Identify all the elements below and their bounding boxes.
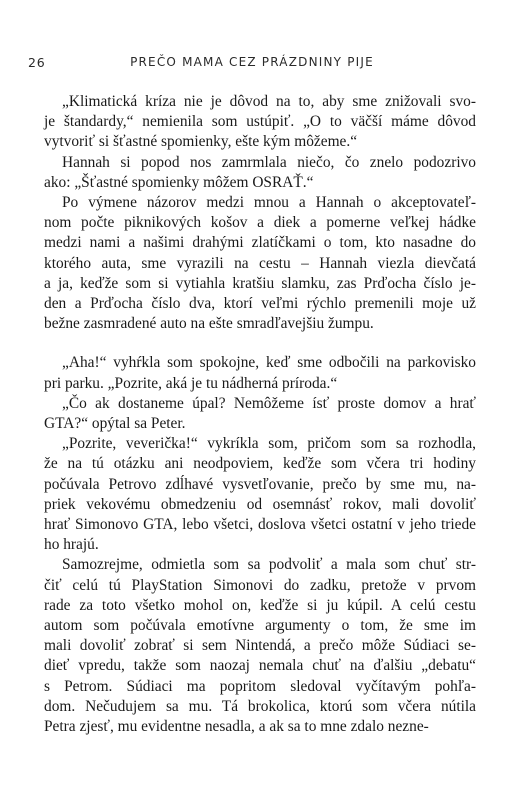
text-line: GTA?“ opýtal sa Peter. bbox=[44, 415, 186, 433]
text-line: den a Prďocha číslo dva, ktorí veľmi rýchlo premenili moje už bbox=[44, 295, 476, 313]
text-line: „Klimatická kríza nie je dôvod na to, aby sme znižovali svo- bbox=[62, 93, 476, 110]
text-line: je štandardy,“ nemienila som ustúpiť. „O to väčší máme dôvod bbox=[44, 113, 476, 131]
page-number: 26 bbox=[28, 55, 46, 70]
text-line: „Čo ak dostaneme úpal? Nemôžeme ísť proste domov a hrať bbox=[62, 394, 476, 412]
text-line: autom som počúvala emotívne argumenty o tom, že sme im bbox=[44, 617, 476, 635]
paragraph bbox=[44, 193, 476, 334]
paragraph bbox=[44, 434, 476, 555]
text-line: dieť vpredu, takže som naozaj nemala chuť na ďalšiu „debatu“ bbox=[44, 657, 476, 675]
text-line: čiť celú tú PlayStation Simonovi do zadku, pretože v prvom bbox=[44, 576, 476, 594]
text-line: pri parku. „Pozrite, aká je tu nádherná príroda.“ bbox=[44, 374, 338, 392]
text-line: vytvoriť si šťastné spomienky, ešte kým môžeme.“ bbox=[44, 133, 358, 151]
text-line: ho hrajú. bbox=[44, 536, 99, 554]
text-line: bežne zasmradené auto na ešte smradľavejšiu žumpu. bbox=[44, 315, 374, 333]
body-text bbox=[44, 92, 476, 737]
text-line: mali dovoliť zobrať si sem Nintendá, a prečo môže Súdiaci se- bbox=[44, 637, 476, 655]
text-line: dom. Nečudujem sa mu. Tá brokolica, ktorú som včera nútila bbox=[44, 697, 476, 715]
text-line: medzi nami a našimi drahými zlatíčkami o tom, kto nasadne do bbox=[44, 234, 476, 252]
text-line: Samozrejme, odmietla som sa podvoliť a mala som chuť str- bbox=[62, 556, 476, 574]
text-line: že na tú otázku ani neodpoviem, keďže som včera tri hodiny bbox=[44, 455, 476, 473]
text-line: rade za toto všetko mohol on, keďže si ju kúpil. A celú cestu bbox=[44, 596, 476, 614]
paragraph bbox=[44, 394, 476, 434]
running-title: PREČO MAMA CEZ PRÁZDNINY PIJE bbox=[130, 55, 374, 69]
text-line: „Aha!“ vyhŕkla som spokojne, keď sme odbočili na parkovisko bbox=[62, 354, 476, 372]
paragraph bbox=[44, 92, 476, 153]
paragraph bbox=[44, 153, 476, 193]
text-line: a ja, keďže som si vytiahla kratšiu slamku, zas Prďocha číslo je- bbox=[44, 274, 476, 292]
text-line: priek vekovému obmedzeniu od osemnásť rokov, mali dovoliť bbox=[44, 495, 476, 513]
text-line: s Petrom. Súdiaci ma popritom sledoval vyčítavým pohľa- bbox=[44, 677, 476, 695]
paragraph bbox=[44, 353, 476, 393]
text-line: hrať Simonovo GTA, lebo všetci, doslova všetci ostatní v jeho triede bbox=[44, 516, 476, 534]
text-line: nom počte piknikových košov a diek a pomerne veľkej hádke bbox=[44, 214, 476, 232]
text-line: „Pozrite, veverička!“ vykríkla som, pričom som sa rozhodla, bbox=[62, 435, 476, 453]
text-line: ako: „Šťastné spomienky môžem OSRAŤ.“ bbox=[44, 173, 314, 191]
text-line: Petra zjesť, mu evidentne nesadla, a ak sa to mne zdalo nezne- bbox=[44, 718, 429, 736]
text-line: Hannah si popod nos zamrmlala niečo, čo znelo podozrivo bbox=[62, 153, 476, 171]
running-head bbox=[28, 55, 476, 75]
text-line: Po výmene názorov medzi mnou a Hannah o akceptovateľ- bbox=[62, 194, 476, 212]
paragraph bbox=[44, 555, 476, 737]
text-line: počúvala Petrovo zdĺhavé vysvetľovanie, prečo by sme mu, na- bbox=[44, 475, 476, 493]
text-line: ktorého auta, sme vyrazili na cestu – Hannah viezla dievčatá bbox=[44, 254, 476, 272]
